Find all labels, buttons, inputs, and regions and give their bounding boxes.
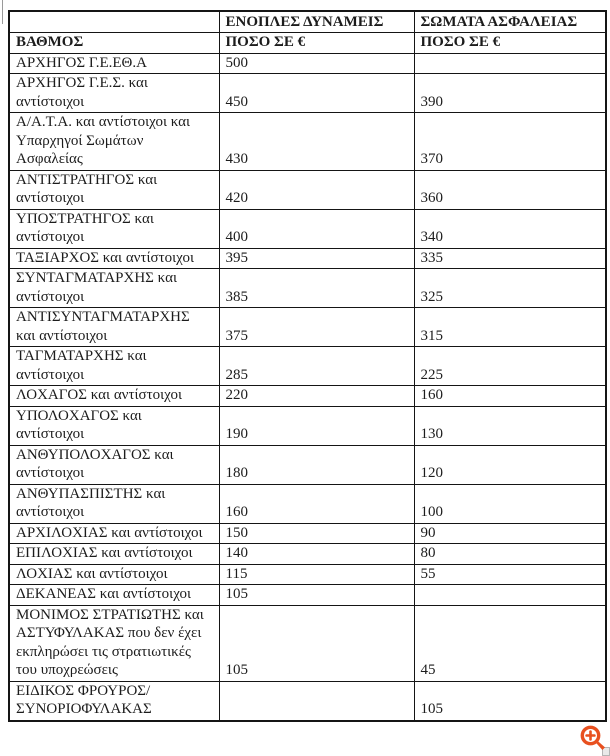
security-corps-amount: 315 <box>414 308 606 347</box>
armed-forces-amount: 160 <box>219 484 414 523</box>
rank-cell: ΔΕΚΑΝΕΑΣ και αντίστοιχοι <box>9 585 219 606</box>
armed-forces-amount: 105 <box>219 605 414 681</box>
header-armed-amount: ΠΟΣΟ ΣΕ € <box>219 33 414 54</box>
rank-cell: ΣΥΝΤΑΓΜΑΤΑΡΧΗΣ και αντίστοιχοι <box>9 269 219 308</box>
table-header-row-groups <box>9 11 606 33</box>
rank-cell: ΑΡΧΙΛΟΧΙΑΣ και αντίστοιχοι <box>9 523 219 544</box>
security-corps-amount: 55 <box>414 564 606 585</box>
rank-cell: Α/Α.Τ.Α. και αντίστοιχοι και Υπαρχηγοί Σωμάτων Ασφαλείας <box>9 113 219 171</box>
armed-forces-amount: 190 <box>219 406 414 445</box>
rank-cell: ΤΑΞΙΑΡΧΟΣ και αντίστοιχοι <box>9 248 219 269</box>
table-row <box>9 53 606 74</box>
table-row <box>9 386 606 407</box>
armed-forces-amount <box>219 681 414 721</box>
rank-cell: ΥΠΟΛΟΧΑΓΟΣ και αντίστοιχοι <box>9 406 219 445</box>
header-blank-cell <box>9 11 219 33</box>
security-corps-amount: 225 <box>414 347 606 386</box>
security-corps-amount: 390 <box>414 74 606 113</box>
header-rank: ΒΑΘΜΟΣ <box>9 33 219 54</box>
armed-forces-amount: 420 <box>219 170 414 209</box>
rank-cell: ΑΝΘΥΠΑΣΠΙΣΤΗΣ και αντίστοιχοι <box>9 484 219 523</box>
armed-forces-amount: 140 <box>219 544 414 565</box>
table-row <box>9 523 606 544</box>
header-armed-forces: ΕΝΟΠΛΕΣ ΔΥΝΑΜΕΙΣ <box>219 11 414 33</box>
rank-cell: ΕΙΔΙΚΟΣ ΦΡΟΥΡΟΣ/ ΣΥΝΟΡΙΟΦΥΛΑΚΑΣ <box>9 681 219 721</box>
table-row <box>9 585 606 606</box>
table-row <box>9 113 606 171</box>
armed-forces-amount: 150 <box>219 523 414 544</box>
table-row <box>9 605 606 681</box>
security-corps-amount: 100 <box>414 484 606 523</box>
rank-cell: ΛΟΧΑΓΟΣ και αντίστοιχοι <box>9 386 219 407</box>
rank-cell: ΑΝΘΥΠΟΛΟΧΑΓΟΣ και αντίστοιχοι <box>9 445 219 484</box>
magnifier-plus-icon <box>579 724 607 752</box>
table-row <box>9 170 606 209</box>
rank-cell: ΑΝΤΙΣΤΡΑΤΗΓΟΣ και αντίστοιχοι <box>9 170 219 209</box>
armed-forces-amount: 105 <box>219 585 414 606</box>
table-row <box>9 445 606 484</box>
armed-forces-amount: 220 <box>219 386 414 407</box>
rank-cell: ΤΑΓΜΑΤΑΡΧΗΣ και αντίστοιχοι <box>9 347 219 386</box>
page-edge-artifact <box>2 0 3 24</box>
table-body <box>9 53 606 721</box>
rank-cell: ΛΟΧΙΑΣ και αντίστοιχοι <box>9 564 219 585</box>
security-corps-amount: 90 <box>414 523 606 544</box>
armed-forces-amount: 180 <box>219 445 414 484</box>
rank-cell: ΜΟΝΙΜΟΣ ΣΤΡΑΤΙΩΤΗΣ και ΑΣΤΥΦΥΛΑΚΑΣ που δεν έχει εκπληρώσει τις στρατιωτικές του υποχρεώσεις <box>9 605 219 681</box>
rank-cell: ΑΝΤΙΣΥΝΤΑΓΜΑΤΑΡΧΗΣ και αντίστοιχοι <box>9 308 219 347</box>
armed-forces-amount: 400 <box>219 209 414 248</box>
security-corps-amount: 340 <box>414 209 606 248</box>
armed-forces-amount: 115 <box>219 564 414 585</box>
security-corps-amount: 335 <box>414 248 606 269</box>
table-row <box>9 209 606 248</box>
rank-cell: ΥΠΟΣΤΡΑΤΗΓΟΣ και αντίστοιχοι <box>9 209 219 248</box>
rank-cell: ΕΠΙΛΟΧΙΑΣ και αντίστοιχοι <box>9 544 219 565</box>
table-row <box>9 347 606 386</box>
table-row <box>9 308 606 347</box>
security-corps-amount: 370 <box>414 113 606 171</box>
security-corps-amount: 325 <box>414 269 606 308</box>
zoom-in-button[interactable] <box>579 724 607 752</box>
table-row <box>9 484 606 523</box>
armed-forces-amount: 385 <box>219 269 414 308</box>
header-security-corps: ΣΩΜΑΤΑ ΑΣΦΑΛΕΙΑΣ <box>414 11 606 33</box>
table-row <box>9 564 606 585</box>
armed-forces-amount: 375 <box>219 308 414 347</box>
rank-cell: ΑΡΧΗΓΟΣ Γ.Ε.Σ. και αντίστοιχοι <box>9 74 219 113</box>
security-corps-amount <box>414 53 606 74</box>
allowance-table <box>8 10 607 722</box>
table-row <box>9 74 606 113</box>
security-corps-amount: 360 <box>414 170 606 209</box>
table-header-row-amounts <box>9 33 606 54</box>
table-row <box>9 681 606 721</box>
security-corps-amount: 120 <box>414 445 606 484</box>
security-corps-amount: 80 <box>414 544 606 565</box>
security-corps-amount: 160 <box>414 386 606 407</box>
armed-forces-amount: 500 <box>219 53 414 74</box>
table-row <box>9 248 606 269</box>
security-corps-amount: 45 <box>414 605 606 681</box>
armed-forces-amount: 430 <box>219 113 414 171</box>
table-row <box>9 406 606 445</box>
armed-forces-amount: 285 <box>219 347 414 386</box>
security-corps-amount: 130 <box>414 406 606 445</box>
table-row <box>9 544 606 565</box>
security-corps-amount: 105 <box>414 681 606 721</box>
security-corps-amount <box>414 585 606 606</box>
rank-cell: ΑΡΧΗΓΟΣ Γ.Ε.ΕΘ.Α <box>9 53 219 74</box>
header-security-amount: ΠΟΣΟ ΣΕ € <box>414 33 606 54</box>
table-row <box>9 269 606 308</box>
armed-forces-amount: 395 <box>219 248 414 269</box>
armed-forces-amount: 450 <box>219 74 414 113</box>
